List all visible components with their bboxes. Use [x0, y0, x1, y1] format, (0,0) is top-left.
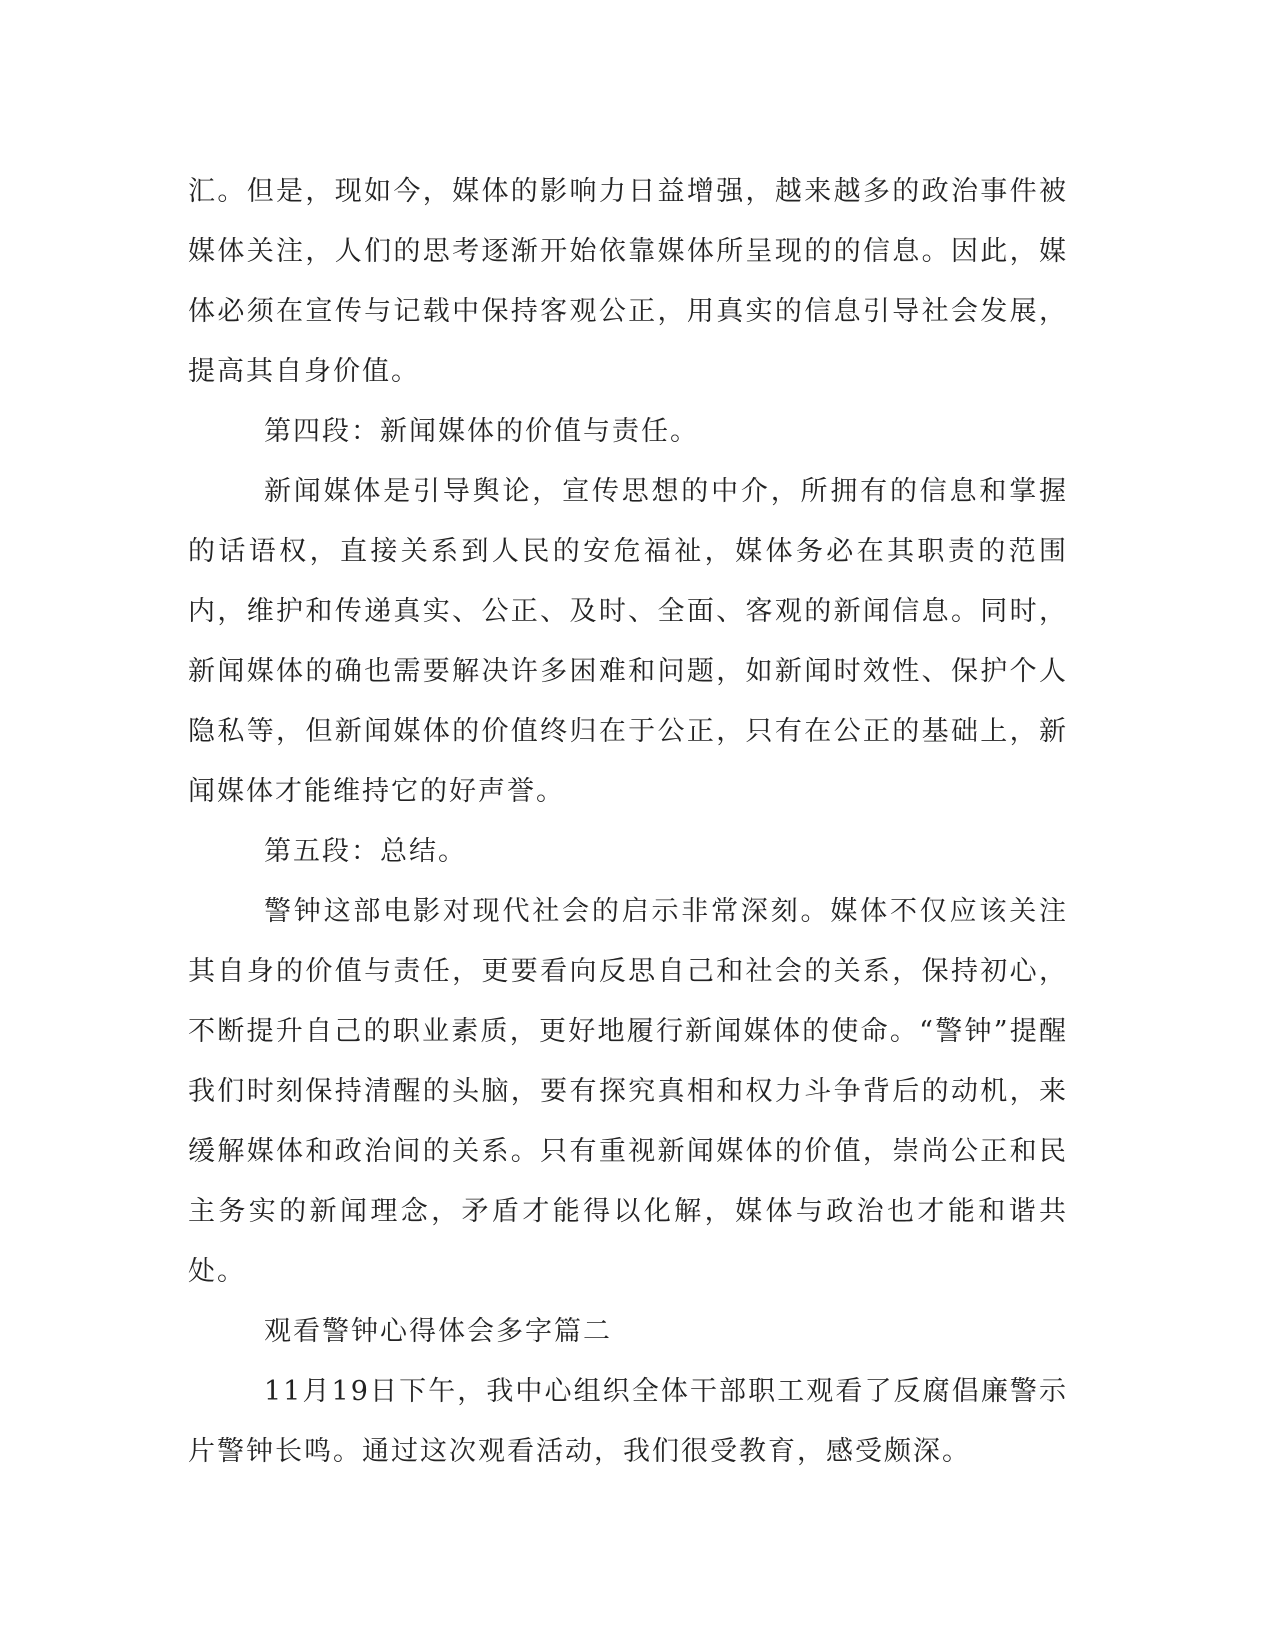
document-body	[188, 162, 1068, 1482]
paragraph-summary: 警钟这部电影对现代社会的启示非常深刻。媒体不仅应该关注其自身的价值与责任，更要看向反思自己和社会的关系，保持初心，不断提升自己的职业素质，更好地履行新闻媒体的使命。“警钟”提醒我们时刻保持清醒的头脑，要有探究真相和权力斗争背后的动机，来缓解媒体和政治间的关系。只有重视新闻媒体的价值，崇尚公正和民主务实的新闻理念，矛盾才能得以化解，媒体与政治也才能和谐共处。	[188, 896, 1068, 1287]
section-heading-four: 第四段：新闻媒体的价值与责任。	[264, 416, 699, 447]
section-heading-five: 第五段：总结。	[264, 836, 467, 867]
paragraph-continuation: 汇。但是，现如今，媒体的影响力日益增强，越来越多的政治事件被媒体关注，人们的思考逐渐开始依靠媒体所呈现的的信息。因此，媒体必须在宣传与记载中保持客观公正，用真实的信息引导社会发展，提高其自身价值。	[188, 176, 1068, 387]
paragraph-article-two-intro: 11月19日下午，我中心组织全体干部职工观看了反腐倡廉警示片警钟长鸣。通过这次观看活动，我们很受教育，感受颇深。	[188, 1376, 1068, 1467]
article-two-title: 观看警钟心得体会多字篇二	[264, 1316, 612, 1347]
paragraph-media-value: 新闻媒体是引导舆论，宣传思想的中介，所拥有的信息和掌握的话语权，直接关系到人民的安危福祉，媒体务必在其职责的范围内，维护和传递真实、公正、及时、全面、客观的新闻信息。同时，新闻媒体的确也需要解决许多困难和问题，如新闻时效性、保护个人隐私等，但新闻媒体的价值终归在于公正，只有在公正的基础上，新闻媒体才能维持它的好声誉。	[188, 476, 1068, 807]
